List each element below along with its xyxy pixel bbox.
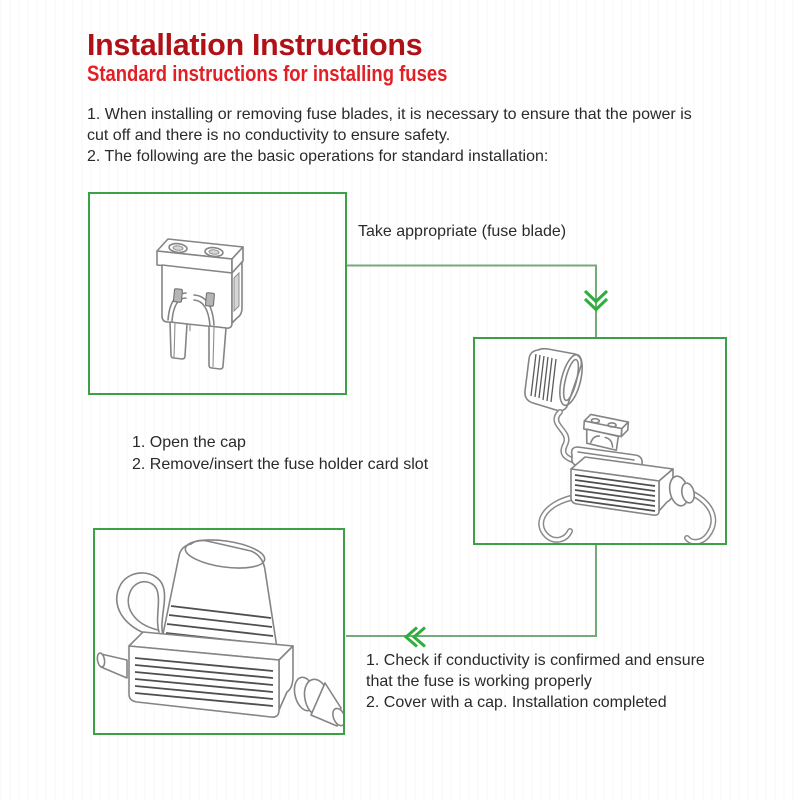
caption-line: 1. Check if conductivity is confirmed and ensure xyxy=(366,652,705,669)
intro-line: 2. The following are the basic operations for standard installation: xyxy=(87,148,549,165)
caption-line: Take appropriate (fuse blade) xyxy=(358,223,567,240)
fuse-holder-closed-illustration xyxy=(95,530,343,733)
step3-caption xyxy=(366,650,705,713)
caption-line: 2. Remove/insert the fuse holder card slot xyxy=(132,456,429,473)
connector-line-step2-step3 xyxy=(346,545,596,636)
page-title: Installation Instructions xyxy=(87,27,423,62)
caption-line: 1. Open the cap xyxy=(132,434,246,451)
intro-line: cut off and there is no conductivity to ensure safety. xyxy=(87,127,451,144)
step2-caption xyxy=(132,432,428,476)
fuse-holder-open-illustration xyxy=(475,339,725,543)
blade-fuse-illustration xyxy=(90,194,345,393)
down-chevron-icon xyxy=(585,291,607,310)
intro-text xyxy=(87,104,692,167)
left-chevron-icon xyxy=(406,628,425,647)
connector-line-step1-step2 xyxy=(347,266,596,338)
step1-caption xyxy=(358,221,566,242)
step3-image-frame xyxy=(93,528,345,735)
step1-image-frame xyxy=(88,192,347,395)
intro-line: 1. When installing or removing fuse blades, it is necessary to ensure that the power is xyxy=(87,106,692,123)
page-subtitle: Standard instructions for installing fuses xyxy=(87,61,448,86)
caption-line: that the fuse is working properly xyxy=(366,673,592,690)
fuse-in-slot xyxy=(582,414,628,451)
step2-image-frame xyxy=(473,337,727,545)
caption-line: 2. Cover with a cap. Installation completed xyxy=(366,694,667,711)
holder-cap-open xyxy=(525,349,587,411)
